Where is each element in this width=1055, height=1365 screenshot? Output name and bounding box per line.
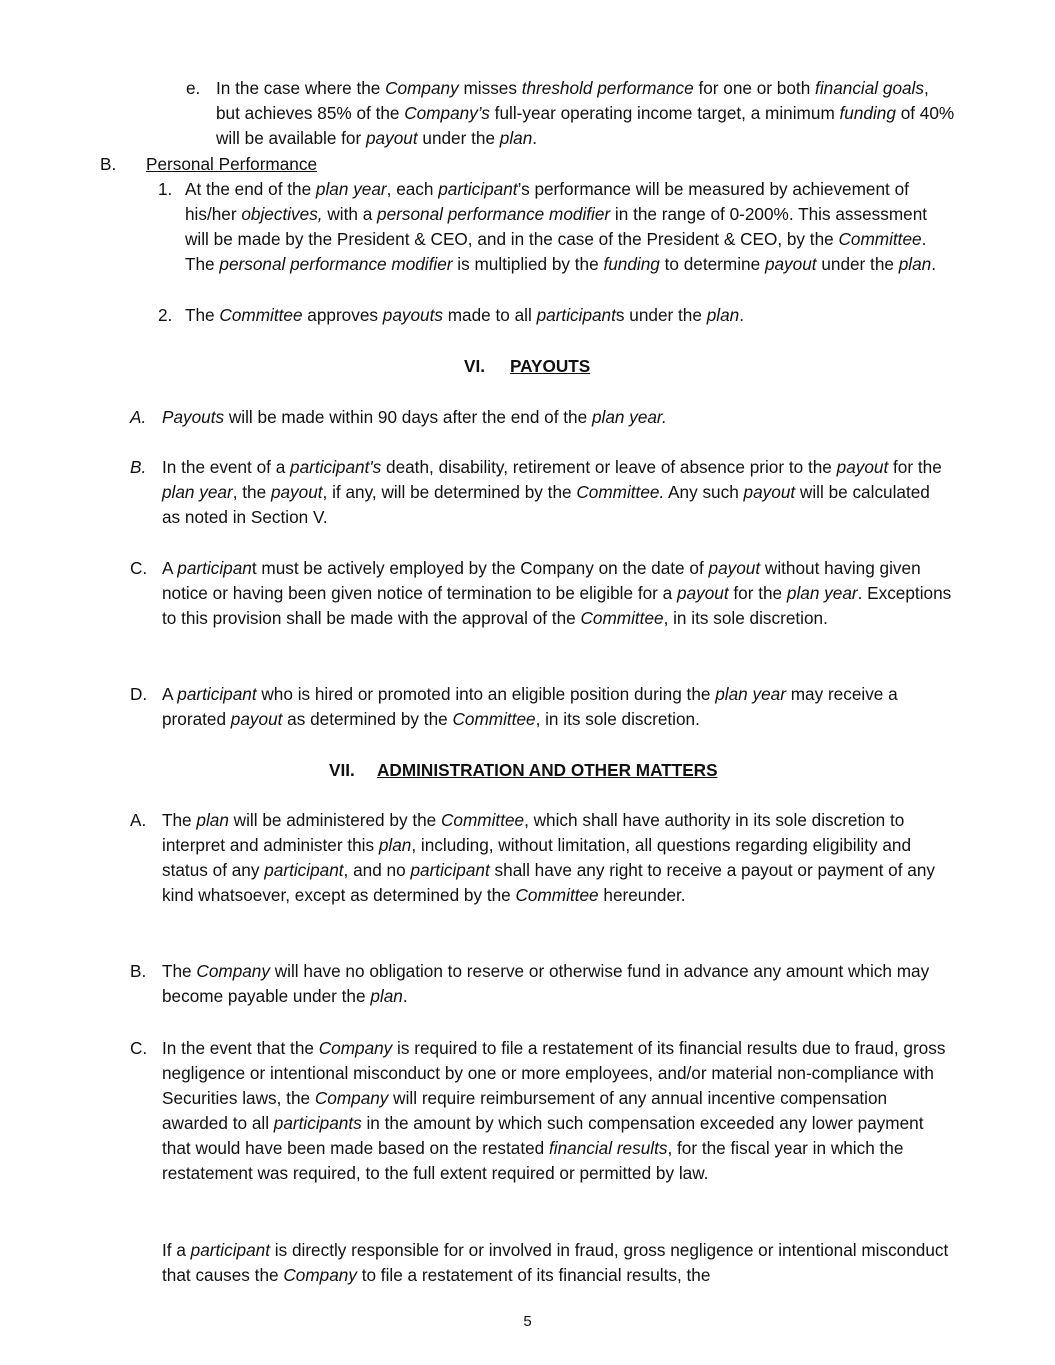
b-item-1-text: At the end of the plan year, each participant’s performance will be measured by achievement of his/her objectives, with a personal performance modifier in the range of 0-200%. This assessment will be made by the President & CEO, and in the case of the President & CEO, by the Committee. The personal performance modifier is multiplied by the funding to determine payout under the plan. <box>185 179 937 274</box>
vi-item-a-text: Payouts will be made within 90 days after the end of the plan year. <box>162 407 667 427</box>
vii-item-a-text: The plan will be administered by the Committee, which shall have authority in its sole discretion to interpret and administer this plan, including, without limitation, all questions regarding eligibility and status of any participant, and no participant shall have any right to receive a payout or payment of any kind whatsoever, except as determined by the Committee hereunder. <box>162 810 935 905</box>
vi-item-a-label: A. <box>130 407 147 427</box>
vii-continuation-paragraph: If a participant is directly responsible for or involved in fraud, gross negligence or intentional misconduct that causes the Company to file a restatement of its financial results, the <box>162 1240 949 1285</box>
section-vii-title: ADMINISTRATION AND OTHER MATTERS <box>377 760 718 780</box>
vi-item-b-text: In the event of a participant's death, disability, retirement or leave of absence prior to the payout for the plan year, the payout, if any, will be determined by the Committee. Any such payout will be calculated as noted in Section V. <box>162 457 942 527</box>
vi-item-c-text: A participant must be actively employed by the Company on the date of payout without having given notice or having been given notice of termination to be eligible for a payout for the plan year. Exceptions to this provision shall be made with the approval of the Committee, in its sole discretion. <box>162 558 952 628</box>
vi-item-c-label: C. <box>130 558 148 578</box>
vii-item-c-text: In the event that the Company is required to file a restatement of its financial results due to fraud, gross negligence or intentional misconduct by one or more employees, and/or material non-compliance with Securities laws, the Company will require reimbursement of any annual incentive compensation awarded to all participants in the amount by which such compensation exceeded any lower payment that would have been made based on the restated financial results, for the fiscal year in which the restatement was required, to the full extent required or permitted by law. <box>162 1038 946 1183</box>
page-number: 5 <box>523 1313 532 1330</box>
item-e-label: e. <box>186 78 201 98</box>
vii-item-a-label: A. <box>130 810 147 830</box>
section-b-heading: Personal Performance <box>146 154 318 174</box>
vii-item-b-label: B. <box>130 961 147 981</box>
b-item-2-text: The Committee approves payouts made to all participants under the plan. <box>185 305 744 325</box>
section-vii-number: VII. <box>329 760 355 780</box>
section-vi-title: PAYOUTS <box>510 356 591 376</box>
vi-item-b-label: B. <box>130 457 147 477</box>
b-item-2-label: 2. <box>158 305 173 325</box>
section-b-label: B. <box>100 154 117 174</box>
vii-item-b-text: The Company will have no obligation to reserve or otherwise fund in advance any amount which may become payable under the plan. <box>162 961 930 1006</box>
vi-item-d-label: D. <box>130 684 148 704</box>
vi-item-d-text: A participant who is hired or promoted into an eligible position during the plan year may receive a prorated payout as determined by the Committee, in its sole discretion. <box>162 684 898 729</box>
item-e-text: In the case where the Company misses threshold performance for one or both financial goals, but achieves 85% of the Company’s full-year operating income target, a minimum funding of 40% will be available for payout under the plan. <box>216 78 955 148</box>
b-item-1-label: 1. <box>158 179 173 199</box>
section-vi-number: VI. <box>464 356 486 376</box>
vii-item-c-label: C. <box>130 1038 148 1058</box>
